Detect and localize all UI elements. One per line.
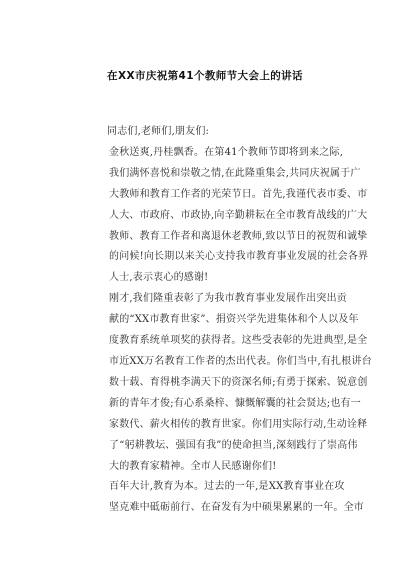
paragraph bbox=[89, 143, 369, 289]
text-line: 的问候!向长期以来关心支持我市教育事业发展的社会各界 bbox=[109, 251, 369, 263]
text-line: 刚才,我们隆重表彰了为我市教育事业发展作出突出贡 bbox=[109, 293, 347, 305]
text-line: 坚克难中砥砺前行、在奋发有为中硕果累累的一年。全市 bbox=[109, 502, 364, 514]
text-line: 家数代、薪火相传的教育世家。你们用实际行动,生动诠释 bbox=[109, 418, 368, 430]
text-line: 数十载、育得桃李满天下的资深名师;有勇于探索、锐意创 bbox=[109, 376, 368, 388]
text-line: 人大、市政府、市政协,向辛勤耕耘在全市教育战线的广大 bbox=[109, 209, 368, 221]
paragraph bbox=[89, 289, 372, 477]
text-line: 我们满怀喜悦和崇敬之情,在此隆重集会,共同庆祝属于广 bbox=[109, 167, 361, 179]
text-line: 教师、教育工作者和离退休老教师,致以节日的祝贺和诚挚 bbox=[109, 230, 368, 242]
speech-body bbox=[89, 122, 372, 519]
text-line: 人士,表示衷心的感谢! bbox=[109, 272, 209, 284]
text-line: 百年大计,教育为本。过去的一年,是XX教育事业在攻 bbox=[109, 481, 345, 493]
text-line: 市近XX万名教育工作者的杰出代表。你们当中,有扎根讲台 bbox=[109, 355, 372, 367]
speech-title: 在XX市庆祝第41个教师节大会上的讲话 bbox=[107, 70, 303, 82]
text-line: 献的“XX市教育世家”、捐资兴学先进集体和个人以及年 bbox=[109, 314, 359, 326]
text-line: 大的教育家精神。全市人民感谢你们! bbox=[109, 460, 277, 472]
salutation: 同志们,老师们,朋友们: bbox=[107, 126, 210, 137]
text-line: 了“躬耕教坛、强国有我”的使命担当,深刻践行了崇高伟 bbox=[109, 439, 358, 451]
text-line: 大教师和教育工作者的光荣节日。首先,我谨代表市委、市 bbox=[109, 188, 368, 200]
text-line: 新的青年才俊;有心系桑梓、慷慨解囊的社会贤达;也有一 bbox=[109, 397, 361, 409]
paragraph bbox=[89, 477, 364, 519]
text-line: 金秋送爽,丹桂飘香。在第41个教师节即将到来之际, bbox=[109, 146, 344, 158]
text-line: 度教育系统单项奖的获得者。这些受表彰的先进典型,是全 bbox=[109, 335, 368, 347]
